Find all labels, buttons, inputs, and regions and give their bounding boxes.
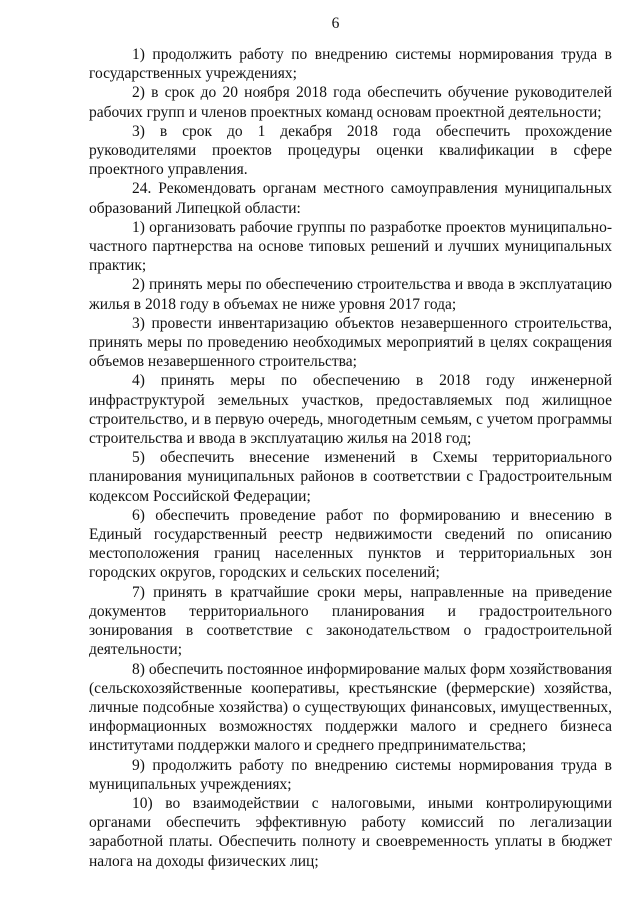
paragraph: 2) в срок до 20 ноября 2018 года обеспечить обучение руководителей рабочих групп и членов проектных команд основам проектной деятельности;	[89, 84, 612, 121]
paragraph: 3) в срок до 1 декабря 2018 года обеспечить прохождение руководителями проектов процедуры оценки квалификации в сфере проектного управления.	[89, 122, 612, 179]
paragraph: 1) продолжить работу по внедрению системы нормирования труда в государственных учреждениях;	[89, 46, 612, 83]
paragraph: 10) во взаимодействии с налоговыми, иными контролирующими органами обеспечить эффективную работу комиссий по легализации заработной платы. Обеспечить полноту и своевременность уплаты в бюджет налога на доходы физических лиц;	[89, 794, 612, 870]
paragraph: 1) организовать рабочие группы по разработке проектов муниципально-частного партнерства на основе типовых решений и лучших муниципальных практик;	[89, 218, 612, 275]
paragraph: 5) обеспечить внесение изменений в Схемы территориального планирования муниципальных районов в соответствии с Градостроительным кодексом Российской Федерации;	[89, 449, 612, 505]
paragraph: 8) обеспечить постоянное информирование малых форм хозяйствования (сельскохозяйственные кооперативы, крестьянские (фермерские) хозяйства, личные подсобные хозяйства) о существующих финансовых, имущественных, информационных возможностях поддержки малого и среднего бизнеса институтами поддержки малого и среднего предпринимательства;	[89, 660, 612, 755]
paragraph: 2) принять меры по обеспечению строительства и ввода в эксплуатацию жилья в 2018 году в объемах не ниже уровня 2017 года;	[89, 276, 612, 313]
paragraph: 9) продолжить работу по внедрению системы нормирования труда в муниципальных учреждениях;	[89, 756, 612, 793]
paragraph: 6) обеспечить проведение работ по формированию и внесению в Единый государственный реестр недвижимости сведений по описанию местоположения границ населенных пунктов и территориальных зон городских округов, городских и сельских поселений;	[89, 506, 612, 582]
paragraph: 3) провести инвентаризацию объектов незавершенного строительства, принять меры по проведению необходимых мероприятий в целях сокращения объемов незавершенного строительства;	[89, 314, 612, 371]
paragraph: 7) принять в кратчайшие сроки меры, направленные на приведение документов территориального планирования и градостроительного зонирования в соответствие с законодательством о градостроительной деятельности;	[89, 583, 612, 659]
paragraph: 4) принять меры по обеспечению в 2018 году инженерной инфраструктурой земельных участков, предоставляемых под жилищное строительство, и в первую очередь, многодетным семьям, с учетом программы строительства и ввода в эксплуатацию жилья на 2018 год;	[89, 372, 612, 448]
page-number: 6	[331, 15, 340, 32]
paragraph: 24. Рекомендовать органам местного самоуправления муниципальных образований Липецкой области:	[89, 180, 612, 217]
